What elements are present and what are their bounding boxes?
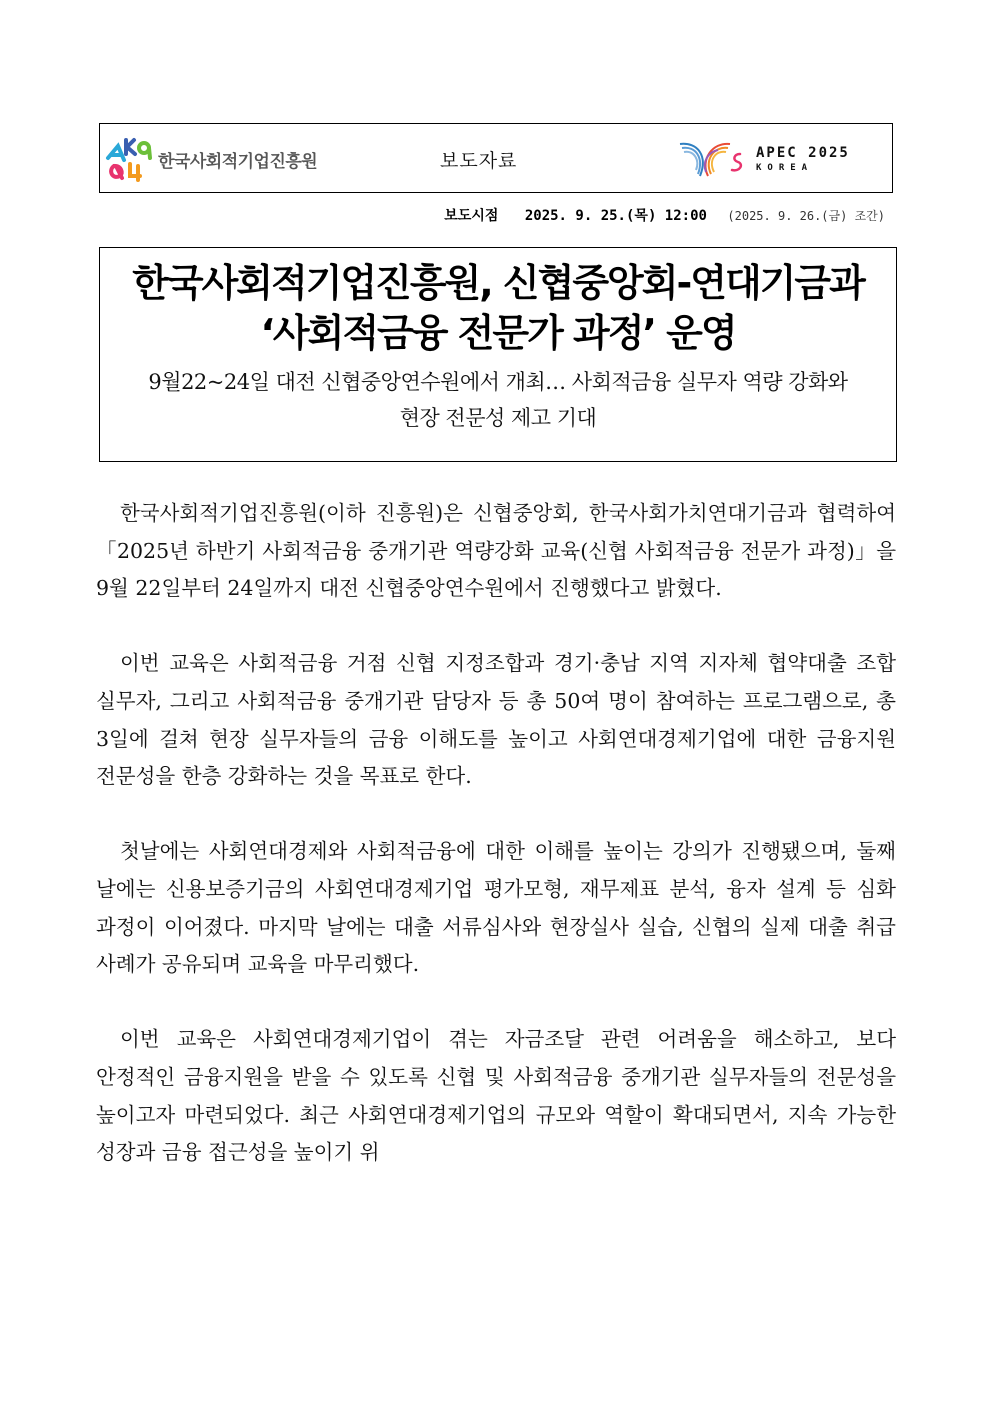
release-label: 보도시점 — [444, 208, 499, 224]
body-paragraph: 이번 교육은 사회연대경제기업이 겪는 자금조달 관련 어려움을 해소하고, 보다 안정적인 금융지원을 받을 수 있도록 신협 및 사회적금융 중개기관 실무자들의 전문성을 높이고자 마련되었다. 최근 사회연대경제기업의 규모와 역할이 확대되면서, 지속 가능한 성장과 금융 접근성을 높이기 위 — [96, 1027, 896, 1165]
article-body — [96, 495, 896, 1209]
apec-logo — [678, 136, 850, 182]
org-logo — [104, 136, 317, 182]
headline-subtitle-line2: 현장 전문성 제고 기대 — [399, 406, 597, 430]
kosea-logo-icon — [104, 136, 154, 182]
document-type: 보도자료 — [440, 150, 518, 172]
apec-title: APEC 2025 — [756, 144, 850, 161]
apec-logo-icon — [678, 136, 750, 182]
headline-subtitle-line1: 9월22~24일 대전 신협중앙연수원에서 개최… 사회적금융 실무자 역량 강화와 — [148, 370, 848, 394]
release-time — [444, 205, 885, 225]
header-box — [99, 123, 893, 193]
body-paragraph: 이번 교육은 사회적금융 거점 신협 지정조합과 경기·충남 지역 지자체 협약대출 조합 실무자, 그리고 사회적금융 중개기관 담당자 등 총 50여 명이 참여하는 프로그램으로, 총 3일에 걸쳐 현장 실무자들의 금융 이해도를 높이고 사회연대경제기업에 대한 금융지원 전문성을 한층 강화하는 것을 목표로 한다. — [96, 651, 896, 789]
apec-subtitle: KOREA — [756, 162, 814, 173]
headline-title-line1: 한국사회적기업진흥원, 신협중앙회-연대기금과 — [132, 261, 864, 305]
org-name: 한국사회적기업진흥원 — [158, 151, 318, 172]
headline-box — [99, 247, 897, 462]
embargo-note: (2025. 9. 26.(금) 조간) — [727, 209, 885, 223]
release-datetime: 2025. 9. 25.(목) 12:00 — [524, 208, 707, 224]
body-paragraph: 첫날에는 사회연대경제와 사회적금융에 대한 이해를 높이는 강의가 진행됐으며, 둘째 날에는 신용보증기금의 사회연대경제기업 평가모형, 재무제표 분석, 융자 설계 등 심화 과정이 이어졌다. 마지막 날에는 대출 서류심사와 현장실사 실습, 신협의 실제 대출 취급 사례가 공유되며 교육을 마무리했다. — [96, 839, 896, 977]
body-paragraph: 한국사회적기업진흥원(이하 진흥원)은 신협중앙회, 한국사회가치연대기금과 협력하여 「2025년 하반기 사회적금융 중개기관 역량강화 교육(신협 사회적금융 전문가 과정)」을 9월 22일부터 24일까지 대전 신협중앙연수원에서 진행했다고 밝혔다. — [96, 501, 896, 601]
headline-title-line2: ‘사회적금융 전문가 과정’ 운영 — [260, 311, 736, 355]
